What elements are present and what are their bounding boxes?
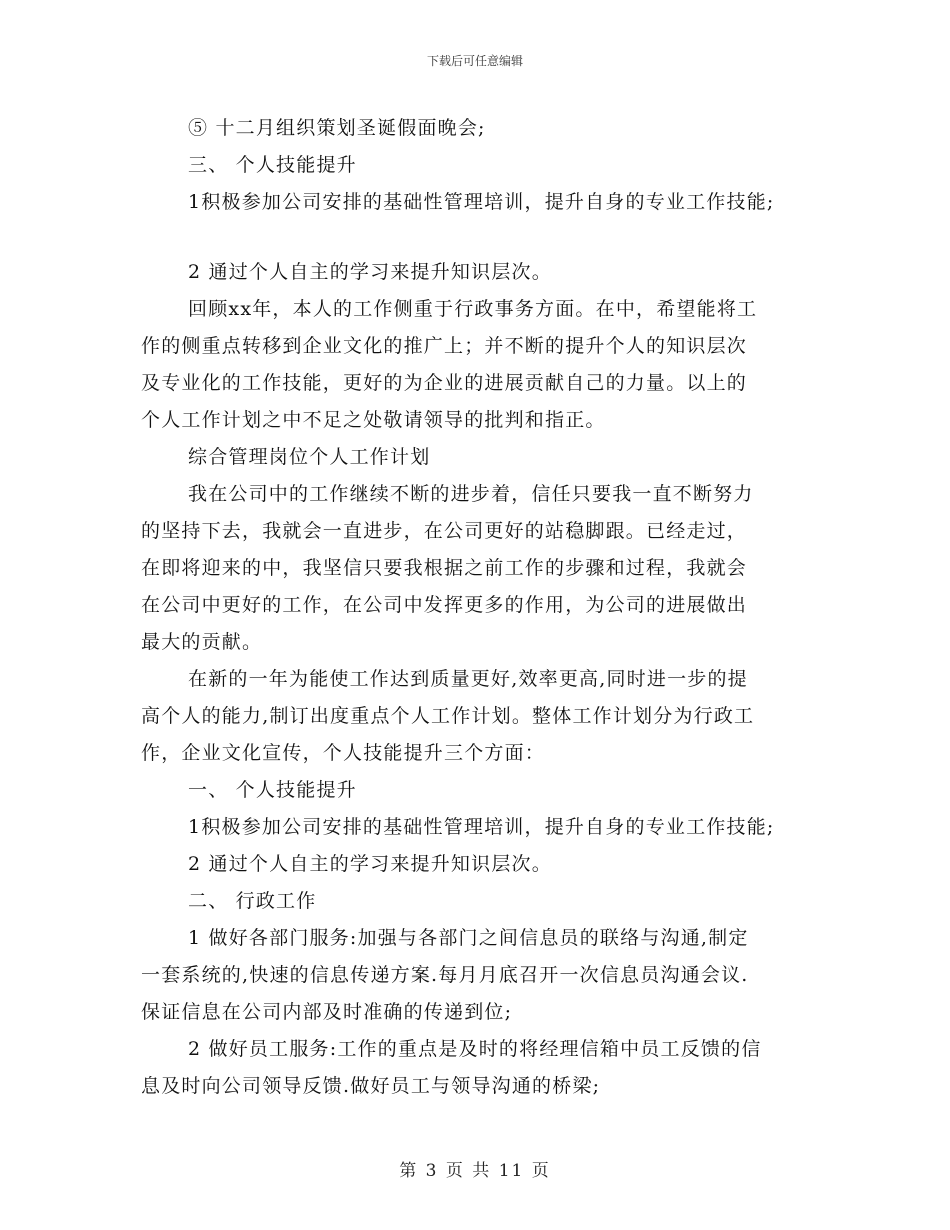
- text-line: 个人工作计划之中不足之处敬请领导的批判和指正。: [141, 409, 606, 431]
- text-line: 一套系统的,快速的信息传递方案.每月月底召开一次信息员沟通会议.: [141, 964, 749, 986]
- text-line: 的坚持下去，我就会一直进步，在公司更好的站稳脚跟。已经走过，: [141, 520, 748, 542]
- text-line: 在即将迎来的中，我坚信只要我根据之前工作的步骤和过程，我就会: [141, 557, 748, 579]
- text-line: 息及时向公司领导反馈.做好员工与领导沟通的桥梁;: [141, 1075, 601, 1097]
- page-footer: 第 3 页 共 11 页: [399, 1161, 551, 1181]
- text-line: 在公司中更好的工作，在公司中发挥更多的作用，为公司的进展做出: [141, 594, 748, 616]
- text-line: ⑤ 十二月组织策划圣诞假面晚会;: [188, 117, 486, 139]
- text-line: 保证信息在公司内部及时准确的传递到位;: [141, 1001, 513, 1023]
- text-line: 1 做好各部门服务:加强与各部门之间信息员的联络与沟通,制定: [188, 927, 749, 949]
- page-header: 下载后可任意编辑: [426, 54, 523, 68]
- section-heading: 综合管理岗位个人工作计划: [188, 446, 431, 468]
- text-line: 作的侧重点转移到企业文化的推广上；并不断的提升个人的知识层次: [141, 335, 748, 357]
- text-line: 作，企业文化宣传，个人技能提升三个方面：: [141, 742, 546, 764]
- text-line: 1积极参加公司安排的基础性管理培训，提升自身的专业工作技能;: [188, 191, 775, 213]
- text-line: 2 通过个人自主的学习来提升知识层次。: [188, 261, 552, 283]
- text-line: 在新的一年为能使工作达到质量更好,效率更高,同时进一步的提: [188, 668, 748, 690]
- text-line: 1积极参加公司安排的基础性管理培训，提升自身的专业工作技能;: [188, 816, 775, 838]
- text-line: 2 做好员工服务:工作的重点是及时的将经理信箱中员工反馈的信: [188, 1038, 762, 1060]
- section-heading: 二、 行政工作: [188, 890, 317, 912]
- text-line: 高个人的能力,制订出度重点个人工作计划。整体工作计划分为行政工: [141, 705, 755, 727]
- text-line: 及专业化的工作技能，更好的为企业的进展贡献自己的力量。以上的: [141, 372, 748, 394]
- text-line: 回顾xx年，本人的工作侧重于行政事务方面。在中，希望能将工: [188, 298, 758, 320]
- text-line: 2 通过个人自主的学习来提升知识层次。: [188, 853, 552, 875]
- text-line: 最大的贡献。: [141, 631, 263, 653]
- section-heading: 一、 个人技能提升: [188, 779, 357, 801]
- text-line: 我在公司中的工作继续不断的进步着，信任只要我一直不断努力: [188, 483, 754, 505]
- section-heading: 三、 个人技能提升: [188, 154, 357, 176]
